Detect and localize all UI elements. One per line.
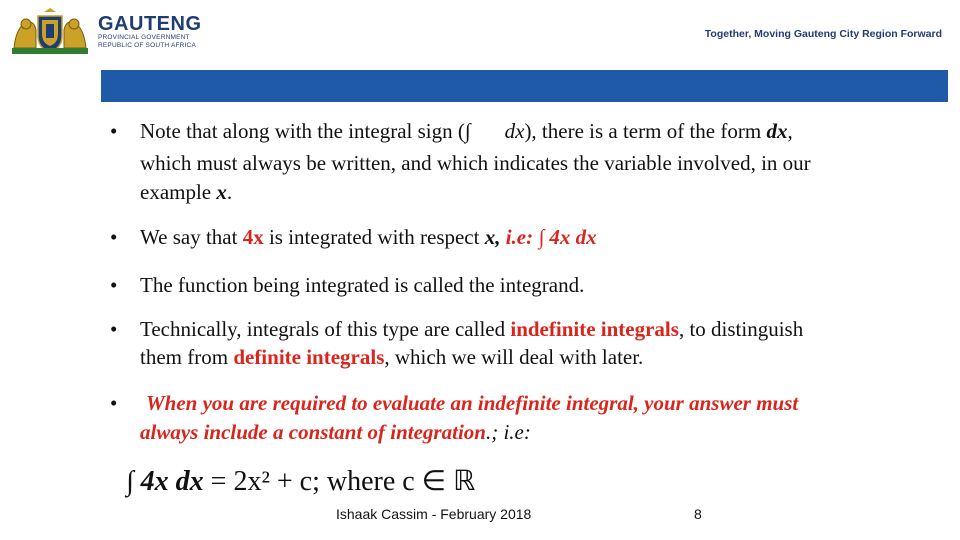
text-segment: , which we will deal with later. xyxy=(384,345,644,369)
bullet-5 xyxy=(140,388,946,444)
text-segment: Note that along with the integral sign (∫ xyxy=(140,119,471,143)
bullet-4-line-1 xyxy=(140,314,946,344)
logo-title: GAUTENG xyxy=(98,13,202,35)
bullet-2 xyxy=(140,222,946,252)
text-segment: is integrated with respect xyxy=(263,225,485,249)
title-band xyxy=(101,70,948,102)
text-segment: We say that xyxy=(140,225,243,249)
bullet-1-line-3 xyxy=(140,177,232,207)
tagline: Together, Moving Gauteng City Region Forward xyxy=(704,28,942,40)
bullet-4-line-2 xyxy=(140,342,643,372)
text-segment: ), there is a term of the form xyxy=(524,119,767,143)
logo-text xyxy=(98,14,202,50)
integral-formula xyxy=(126,462,475,502)
gauteng-logo xyxy=(8,8,202,56)
logo-subtitle: PROVINCIAL GOVERNMENT xyxy=(98,34,190,41)
bullet-1-line-2: which must always be written, and which indicates the variable involved, in our xyxy=(140,151,811,175)
text-segment: Technically, integrals of this type are called xyxy=(140,317,511,341)
bullet-marker: • xyxy=(110,273,118,297)
math-dx-bold: dx xyxy=(766,119,788,143)
highlight-constant: always include a constant of integration xyxy=(140,420,486,444)
formula-rhs: = 2x² + c; where c ∈ ℝ xyxy=(203,466,476,497)
formula-lhs: ∫ 4x dx xyxy=(126,466,204,497)
bullet-marker: • xyxy=(110,225,118,249)
page-number: 8 xyxy=(694,506,702,522)
text-segment: them from xyxy=(140,345,234,369)
bullet-4 xyxy=(140,314,946,369)
bullet-5-line-1: When you are required to evaluate an indefinite integral, your answer must xyxy=(146,391,799,415)
text-segment: , xyxy=(787,119,793,143)
bullet-1-line-1 xyxy=(140,116,946,146)
bullet-3: The function being integrated is called the integrand. xyxy=(140,273,585,297)
footer-author: Ishaak Cassim - February 2018 xyxy=(336,506,532,522)
highlight-ie: i.e: xyxy=(500,225,534,249)
math-x: x xyxy=(216,180,227,204)
math-x: x, xyxy=(484,225,501,249)
text-segment: example xyxy=(140,180,217,204)
logo-subtitle-2: REPUBLIC OF SOUTH AFRICA xyxy=(98,42,196,49)
text-segment: , to distinguish xyxy=(678,317,804,341)
integral-expression: ∫ 4x dx xyxy=(533,225,597,249)
highlight-indefinite: indefinite integrals xyxy=(510,317,679,341)
text-segment: .; i.e: xyxy=(485,420,531,444)
highlight-definite: definite integrals xyxy=(233,345,385,369)
bullet-1 xyxy=(140,116,946,204)
math-dx: dx xyxy=(504,119,525,143)
coat-of-arms-icon xyxy=(8,8,92,56)
bullet-5-line-2 xyxy=(140,417,531,447)
bullet-marker: • xyxy=(110,391,118,415)
text-segment: . xyxy=(226,180,233,204)
highlight-4x: 4x xyxy=(242,225,264,249)
bullet-marker: • xyxy=(110,317,118,341)
bullet-marker: • xyxy=(110,119,118,143)
